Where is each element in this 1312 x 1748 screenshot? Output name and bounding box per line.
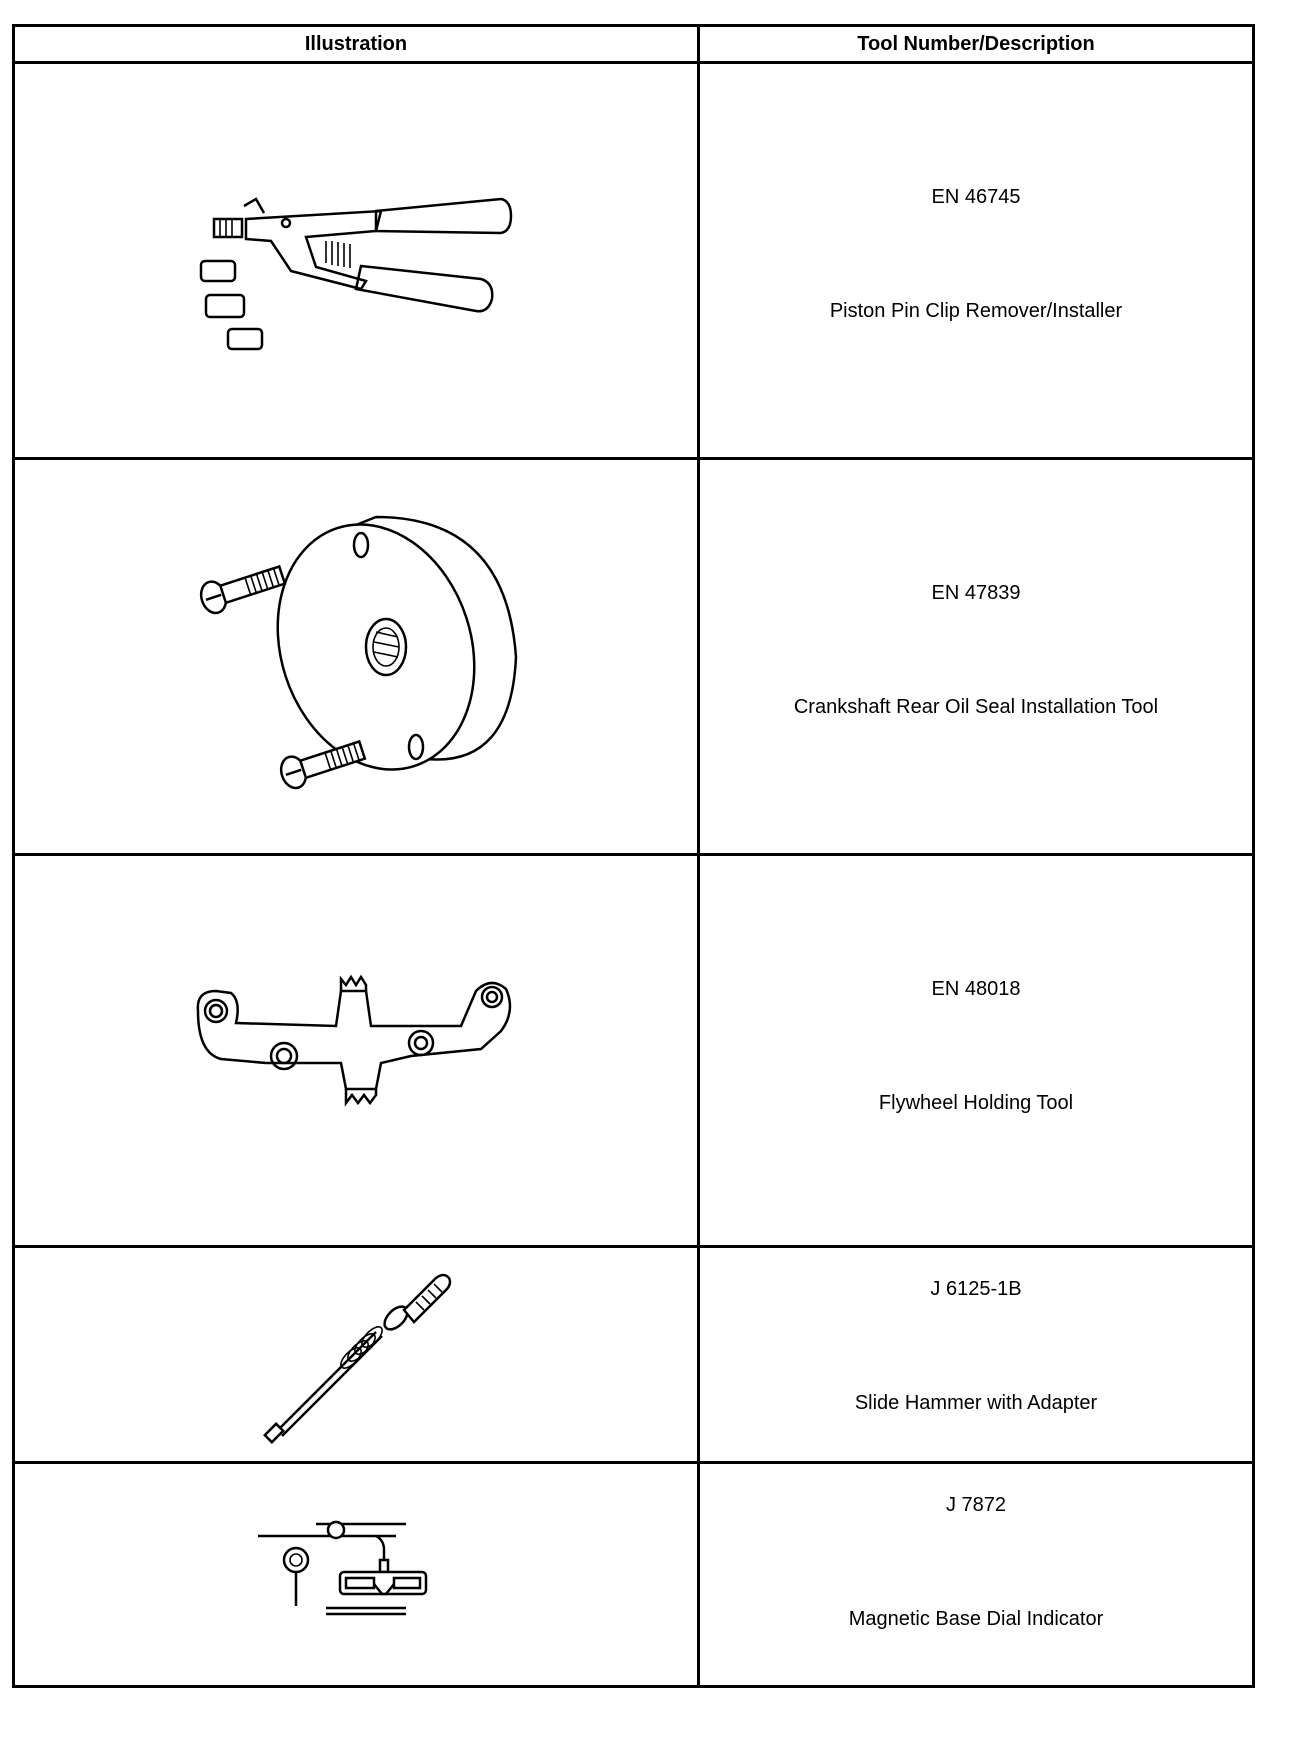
tool-number: EN 48018	[931, 978, 1021, 1000]
tool-description: Crankshaft Rear Oil Seal Installation Tool	[793, 696, 1159, 718]
table-row	[14, 459, 1254, 855]
tool-description: Piston Pin Clip Remover/Installer	[829, 300, 1123, 322]
header-illustration: Illustration	[14, 26, 699, 63]
piston-pin-clip-tool-icon	[176, 171, 536, 351]
description-cell	[699, 1247, 1254, 1463]
description-cell	[699, 63, 1254, 459]
table-row	[14, 63, 1254, 459]
tool-description: Magnetic Base Dial Indicator	[848, 1608, 1104, 1630]
flywheel-holding-tool-icon	[176, 971, 536, 1131]
tool-description: Flywheel Holding Tool	[878, 1092, 1074, 1114]
description-cell	[699, 855, 1254, 1247]
tool-number: J 6125-1B	[930, 1278, 1022, 1300]
special-tools-table	[12, 24, 1255, 1688]
illustration-cell	[14, 1463, 699, 1687]
tool-number: EN 46745	[931, 186, 1021, 208]
illustration-cell	[14, 459, 699, 855]
oil-seal-installer-icon	[176, 497, 536, 817]
description-cell	[699, 1463, 1254, 1687]
illustration-cell	[14, 855, 699, 1247]
dial-indicator-icon	[256, 1520, 456, 1630]
slide-hammer-icon	[256, 1260, 456, 1450]
illustration-cell	[14, 1247, 699, 1463]
table-row	[14, 1463, 1254, 1687]
tool-description: Slide Hammer with Adapter	[854, 1392, 1098, 1414]
table-row	[14, 855, 1254, 1247]
description-cell	[699, 459, 1254, 855]
table-row	[14, 1247, 1254, 1463]
illustration-cell	[14, 63, 699, 459]
tool-number: EN 47839	[931, 582, 1021, 604]
tool-number: J 7872	[945, 1494, 1007, 1516]
header-tool-number: Tool Number/Description	[699, 26, 1254, 63]
header-row	[14, 26, 1254, 63]
